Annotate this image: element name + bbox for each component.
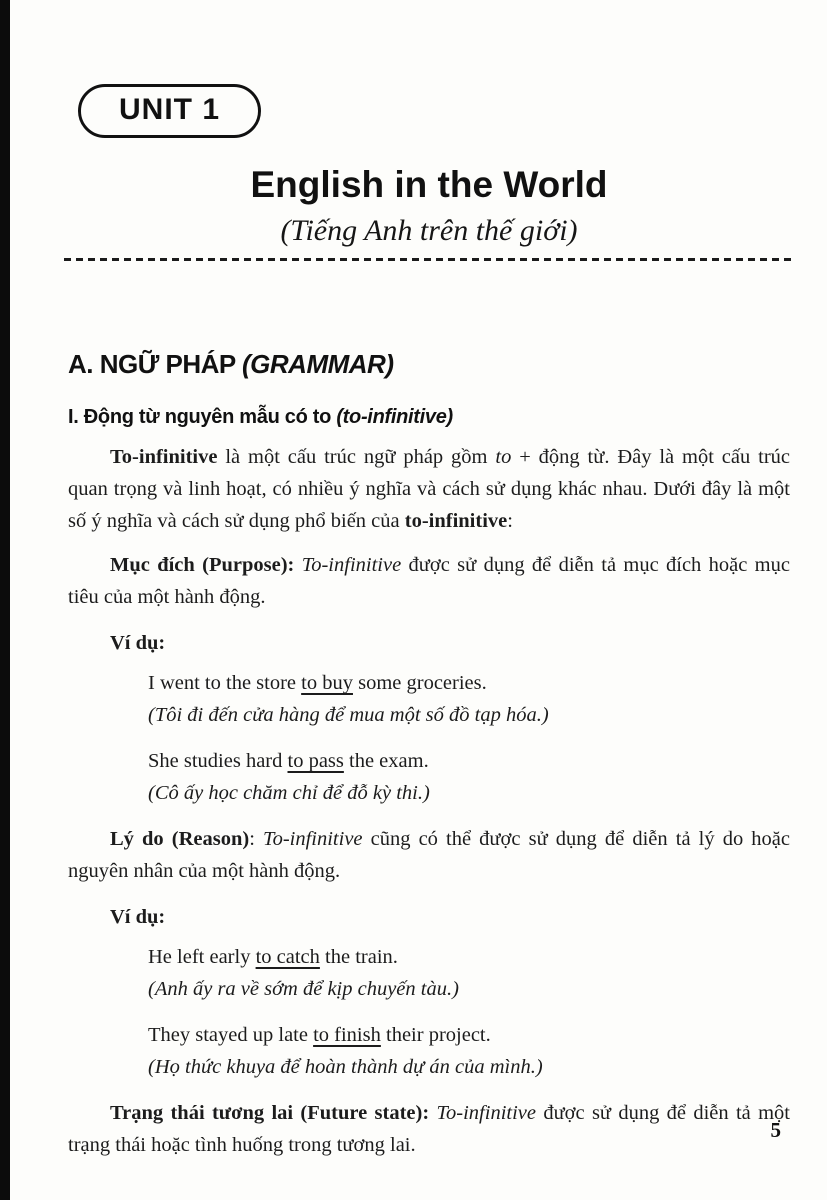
- example-block: [68, 941, 790, 1005]
- section-heading-grammar: A. NGỮ PHÁP (GRAMMAR): [68, 349, 394, 379]
- unit-badge: UNIT 1: [78, 84, 261, 138]
- page-title: English in the World: [250, 164, 608, 205]
- dashed-divider: [64, 258, 796, 261]
- future-state-paragraph: Trạng thái tương lai (Future state): To-infinitive được sử dụng để diễn tả một trạng thái hoặc tình huống trong tương lai.: [68, 1102, 790, 1156]
- page-subtitle: (Tiếng Anh trên thế giới): [280, 214, 578, 247]
- example-translation: (Cô ấy học chăm chỉ để đỗ kỳ thi.): [148, 782, 430, 804]
- example-label-purpose: Ví dụ:: [110, 632, 166, 654]
- purpose-paragraph: Mục đích (Purpose): To-infinitive được sử dụng để diễn tả mục đích hoặc mục tiêu của một hành động.: [68, 554, 790, 608]
- intro-paragraph: To-infinitive là một cấu trúc ngữ pháp gồm to + động từ. Đây là một cấu trúc quan trọng và linh hoạt, có nhiều ý nghĩa và cách sử dụng khác nhau. Dưới đây là một số ý nghĩa và cách sử dụng phổ biến của to-infinitive:: [68, 446, 790, 532]
- example-block: [68, 745, 790, 809]
- page-number: 5: [770, 1118, 781, 1142]
- example-sentence: They stayed up late to finish their project.: [148, 1024, 491, 1046]
- example-translation: (Tôi đi đến cửa hàng để mua một số đồ tạp hóa.): [148, 704, 549, 726]
- scan-edge-strip: [0, 0, 10, 1200]
- reason-paragraph: Lý do (Reason): To-infinitive cũng có thể được sử dụng để diễn tả lý do hoặc nguyên nhân của một hành động.: [68, 828, 791, 882]
- example-block: [68, 1019, 790, 1083]
- example-block: [68, 667, 790, 731]
- example-sentence: She studies hard to pass the exam.: [148, 750, 429, 772]
- example-translation: (Họ thức khuya để hoàn thành dự án của mình.): [148, 1056, 543, 1078]
- example-translation: (Anh ấy ra về sớm để kịp chuyến tàu.): [148, 978, 459, 1000]
- example-sentence: I went to the store to buy some groceries.: [148, 672, 487, 694]
- example-label-reason: Ví dụ:: [110, 906, 166, 928]
- subsection-heading-to-infinitive: I. Động từ nguyên mẫu có to (to-infinitive): [68, 406, 453, 428]
- page-content: [68, 0, 790, 1161]
- example-sentence: He left early to catch the train.: [148, 946, 398, 968]
